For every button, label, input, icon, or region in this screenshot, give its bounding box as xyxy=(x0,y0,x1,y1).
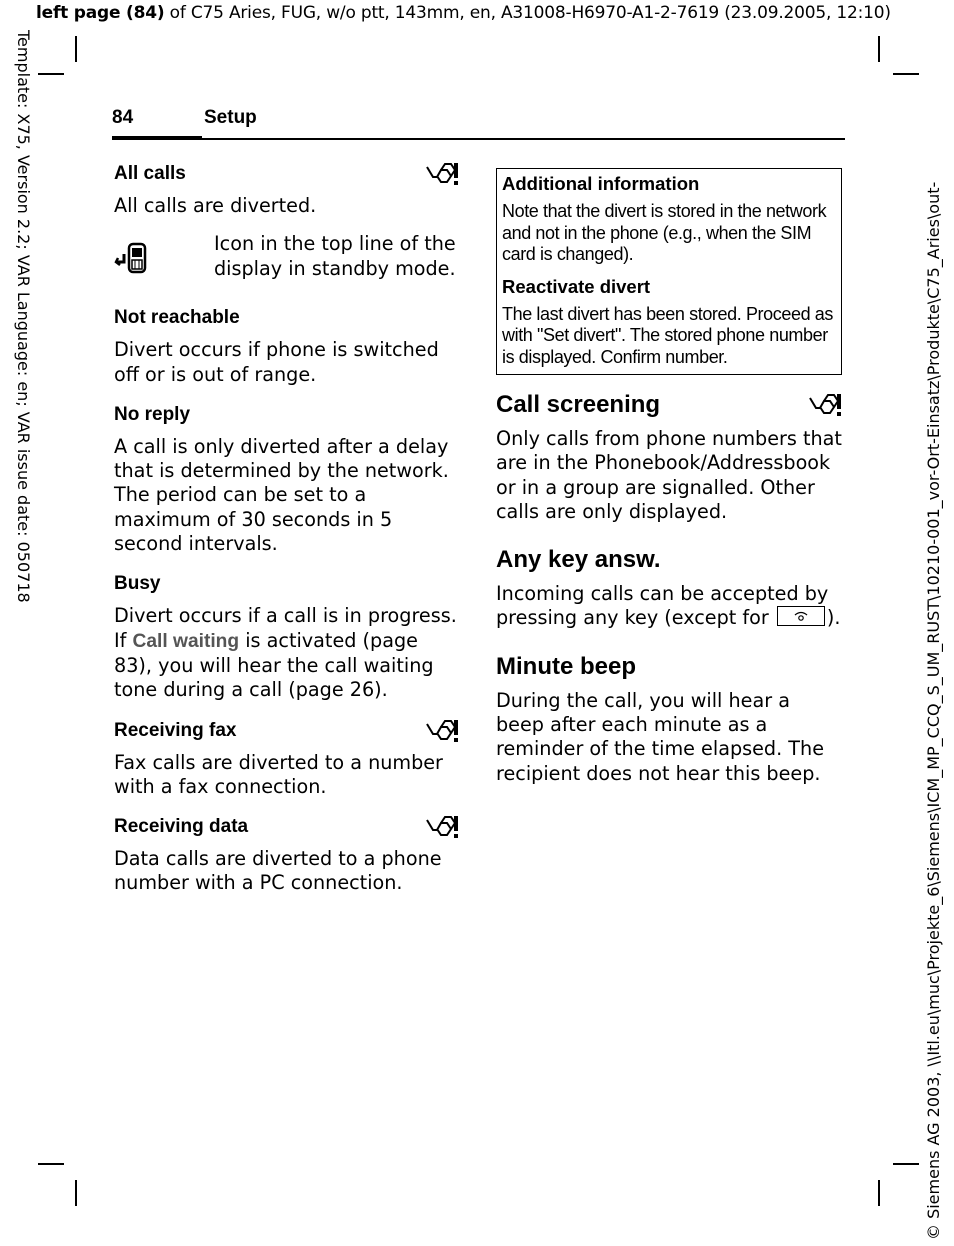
receiving-fax-text: Fax calls are diverted to a number with a fax connection. xyxy=(114,750,443,798)
crop-mark xyxy=(38,1163,64,1165)
crop-mark xyxy=(893,73,919,75)
section-minute-beep: Minute beep xyxy=(496,652,637,680)
template-info-vertical xyxy=(15,30,35,630)
busy-text xyxy=(114,604,459,702)
section-any-key: Any key answ. xyxy=(496,546,661,574)
crop-mark xyxy=(75,36,77,62)
no-reply-text: A call is only diverted after a delay that is determined by the network. The period can be set to a maximum of 30 seconds in 5 second intervals. xyxy=(114,434,449,556)
subheading-all-calls xyxy=(114,160,459,188)
crop-mark xyxy=(878,1180,880,1206)
divert-icon-row xyxy=(114,232,459,292)
print-info-bold: left page (84) xyxy=(36,3,165,23)
subheading-text: All calls xyxy=(114,163,186,184)
any-key-text-b: ). xyxy=(826,606,841,630)
info-heading-reactivate: Reactivate divert xyxy=(502,275,651,297)
page-header xyxy=(112,107,845,141)
template-info-text: Template: X75, Version 2.2; VAR Language: en; VAR issue date: 050718 xyxy=(14,30,33,603)
print-info-line xyxy=(36,3,891,23)
spacer xyxy=(496,375,842,389)
network-service-icon xyxy=(425,718,459,744)
subheading-receiving-data xyxy=(114,813,459,841)
page-title: Setup xyxy=(204,107,257,128)
info-heading-additional: Additional information xyxy=(502,173,700,194)
page-number: 84 xyxy=(112,107,134,128)
all-calls-text: All calls are diverted. xyxy=(114,194,317,217)
busy-text-b: is activated (page 83), you will hear the call waiting tone during a call (page 26). xyxy=(114,628,434,702)
network-service-icon xyxy=(425,814,459,840)
crop-mark xyxy=(38,73,64,75)
crop-mark xyxy=(878,36,880,62)
network-service-icon xyxy=(425,161,459,187)
copyright-path-vertical xyxy=(922,145,946,1245)
print-info-rest: of C75 Aries, FUG, w/o ptt, 143mm, en, A31008-H6970-A1-2-7619 (23.09.2005, 12:10) xyxy=(164,3,891,23)
crop-mark xyxy=(893,1163,919,1165)
info-text-additional: Note that the divert is stored in the network and not in the phone (e.g., when the SIM card is changed). xyxy=(502,201,827,264)
not-reachable-text: Divert occurs if phone is switched off or is out of range. xyxy=(114,338,439,386)
receiving-data-text: Data calls are diverted to a phone number with a PC connection. xyxy=(114,847,442,895)
info-text-reactivate: The last divert has been stored. Proceed as with "Set divert". The stored phone number is displayed. Confirm number. xyxy=(502,303,833,367)
call-waiting-keyword: Call waiting xyxy=(132,630,240,652)
end-key-icon xyxy=(777,606,825,626)
busy-text-a: Divert occurs if a call is in progress. If xyxy=(114,604,457,652)
any-key-text xyxy=(496,582,842,631)
section-call-screening xyxy=(496,389,842,421)
divert-icon-description: Icon in the top line of the display in standby mode. xyxy=(214,232,456,280)
call-divert-icon xyxy=(114,240,150,276)
crop-mark xyxy=(75,1180,77,1206)
subheading-text: Receiving fax xyxy=(114,719,237,741)
minute-beep-text: During the call, you will hear a beep after each minute as a reminder of the time elapsed. The recipient does not hear this beep. xyxy=(496,688,824,785)
header-rule xyxy=(202,138,845,140)
section-title: Call screening xyxy=(496,391,661,418)
info-box xyxy=(496,168,842,375)
left-column xyxy=(114,160,459,910)
right-column xyxy=(496,168,842,800)
subheading-not-reachable: Not reachable xyxy=(114,307,240,329)
call-screening-text: Only calls from phone numbers that are in the Phonebook/Addressbook or in a group are signalled. Other calls are only displayed. xyxy=(496,427,842,523)
subheading-busy: Busy xyxy=(114,573,161,595)
any-key-text-a: Incoming calls can be accepted by pressing any key (except for xyxy=(496,582,829,630)
network-service-icon xyxy=(808,392,842,418)
header-rule-thick xyxy=(112,136,202,140)
subheading-no-reply: No reply xyxy=(114,403,191,425)
copyright-path-text: © Siemens AG 2003, \\Itl.eu\muc\Projekte_6\Siemens\ICM_MP_CCQ_S_UM_RUST\10210-001_vor-Ort-Einsatz\Produkte\C75_Aries\out- xyxy=(924,181,943,1240)
subheading-receiving-fax xyxy=(114,717,459,745)
subheading-text: Receiving data xyxy=(114,816,249,838)
